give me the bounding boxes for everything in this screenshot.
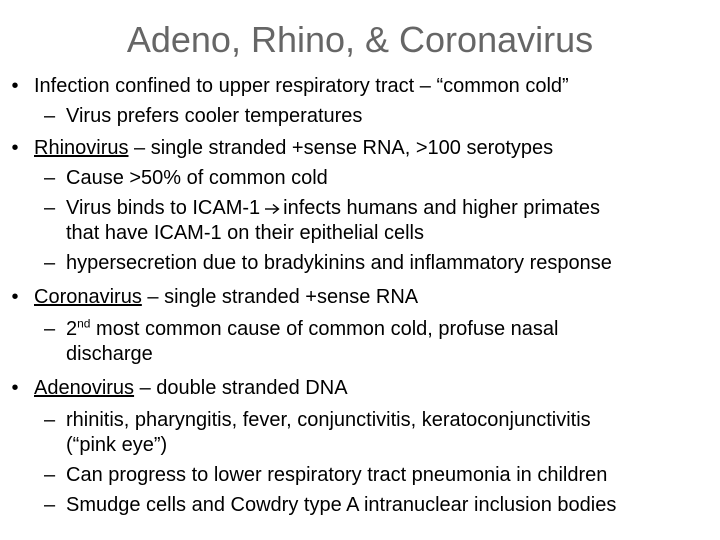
sub-item-text: Virus prefers cooler temperatures: [66, 105, 363, 127]
dash-marker: –: [44, 494, 56, 516]
bullet-rest-text: – single stranded +sense RNA, >100 serotypes: [128, 137, 554, 159]
ordinal-number: 2: [66, 318, 78, 340]
sub-item-text: [66, 196, 600, 220]
bullet-marker: •: [11, 137, 19, 159]
bullet-marker: •: [11, 286, 19, 308]
sub-item-text-after: infects humans and higher primates: [283, 197, 600, 219]
bullet-marker: •: [11, 75, 19, 97]
dash-marker: –: [44, 197, 56, 219]
bullet-marker: •: [11, 377, 19, 399]
bullet-text: [34, 285, 418, 309]
sub-item-continuation: discharge: [66, 343, 153, 365]
bullet-text: [34, 376, 348, 400]
sub-item-text-after: most common cause of common cold, profuse nasal: [90, 318, 559, 340]
sub-item-text: rhinitis, pharyngitis, fever, conjunctivitis, keratoconjunctivitis: [66, 409, 591, 431]
dash-marker: –: [44, 409, 56, 431]
dash-marker: –: [44, 252, 56, 274]
dash-marker: –: [44, 318, 56, 340]
virus-name: Coronavirus: [34, 286, 142, 308]
sub-item-text: Smudge cells and Cowdry type A intranuclear inclusion bodies: [66, 494, 617, 516]
sub-item-text: hypersecretion due to bradykinins and inflammatory response: [66, 252, 612, 274]
sub-item-text: Can progress to lower respiratory tract pneumonia in children: [66, 464, 608, 486]
right-arrow-icon: [264, 203, 280, 215]
bullet-text: [34, 136, 553, 160]
sub-item-text: Cause >50% of common cold: [66, 167, 328, 189]
dash-marker: –: [44, 167, 56, 189]
bullet-rest-text: – single stranded +sense RNA: [141, 286, 419, 308]
sub-item-text-before: Virus binds to ICAM-1: [66, 197, 261, 219]
slide-title: Adeno, Rhino, & Coronavirus: [126, 19, 594, 60]
sub-item-text: [66, 317, 558, 341]
dash-marker: –: [44, 105, 56, 127]
bullet-rest-text: – double stranded DNA: [134, 377, 348, 399]
sub-item-continuation: that have ICAM-1 on their epithelial cells: [66, 222, 424, 244]
ordinal-suffix: nd: [77, 316, 91, 331]
sub-item-continuation: (“pink eye”): [66, 434, 168, 456]
virus-name: Adenovirus: [34, 377, 135, 399]
bullet-text: Infection confined to upper respiratory tract – “common cold”: [34, 75, 569, 97]
dash-marker: –: [44, 464, 56, 486]
virus-name: Rhinovirus: [34, 137, 129, 159]
